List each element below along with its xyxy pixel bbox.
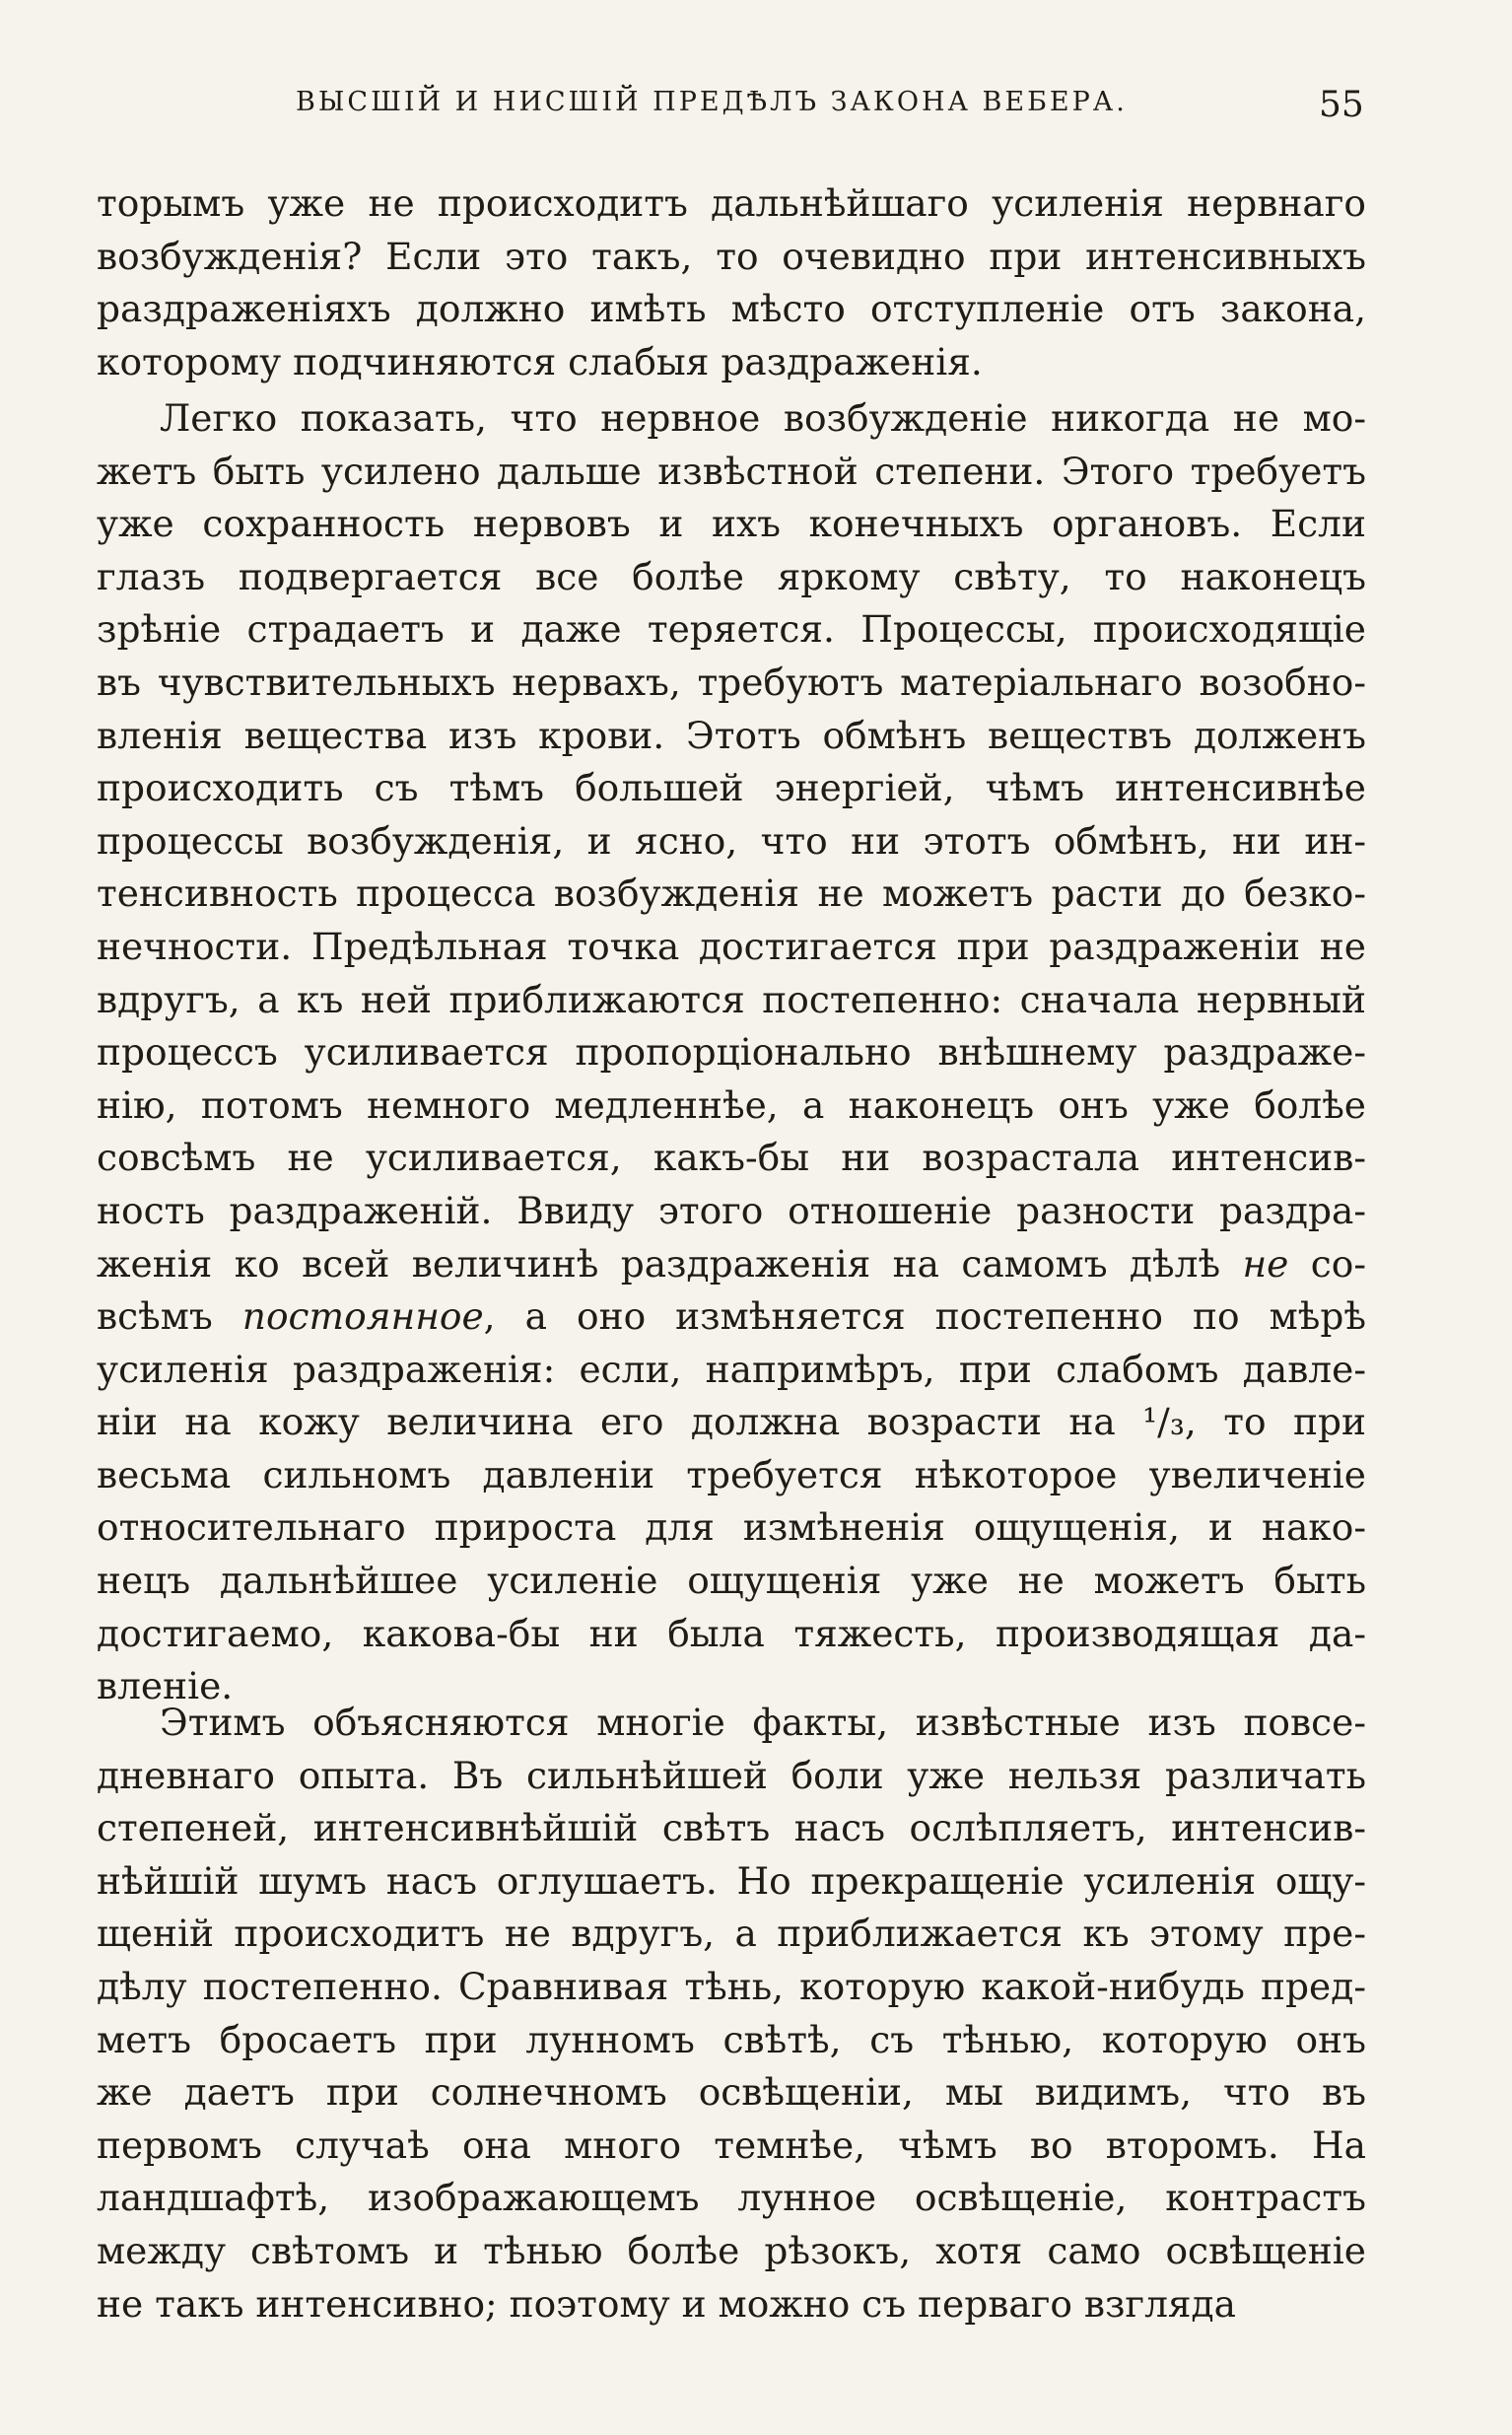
text-line: тенсивность процесса возбужденія не можетъ расти до безко- (97, 871, 1366, 916)
text-line: дневнаго опыта. Въ сильнѣйшей боли уже нельзя различать (97, 1753, 1366, 1797)
text-line: нію, потомъ немного медленнѣе, а наконецъ онъ уже болѣе (97, 1082, 1366, 1127)
text-line: процессы возбужденія, и ясно, что ни этотъ обмѣнъ, ни ин- (97, 818, 1366, 863)
text-segment: , а оно измѣняется постепенно по мѣрѣ (483, 1294, 1366, 1339)
text-line: усиленія раздраженія: если, напримѣръ, при слабомъ давле- (97, 1347, 1366, 1391)
text-line: же даетъ при солнечномъ освѣщеніи, мы видимъ, что въ (97, 2070, 1366, 2115)
text-line: щеній происходитъ не вдругъ, а приближается къ этому пре- (97, 1912, 1366, 1956)
text-line: ность раздраженій. Ввиду этого отношеніе разности раздра- (97, 1188, 1366, 1232)
text-line: совсѣмъ не усиливается, какъ-бы ни возрастала интенсив- (97, 1136, 1366, 1180)
text-line: процессъ усиливается пропорціонально внѣшнему раздраже- (97, 1030, 1366, 1075)
text-line: нечности. Предѣльная точка достигается при раздраженіи не (97, 924, 1366, 968)
emphasized-word: постоянное (241, 1294, 484, 1339)
text-segment: женія ко всей величинѣ раздраженія на самомъ дѣлѣ (97, 1241, 1243, 1286)
text-line: нецъ дальнѣйшее усиленіе ощущенія уже не можетъ быть (97, 1559, 1366, 1603)
text-line: вдругъ, а къ ней приближаются постепенно: сначала нервный (97, 977, 1366, 1021)
text-line: торымъ уже не происходитъ дальнѣйшаго усиленія нервнаго (97, 181, 1366, 225)
paragraph-1 (97, 177, 1366, 388)
text-line: весьма сильномъ давленіи требуется нѣкоторое увеличеніе (97, 1452, 1366, 1496)
text-line: дѣлу постепенно. Сравнивая тѣнь, которую какой-нибудь пред- (97, 1964, 1366, 2008)
running-header: ВЫСШІЙ И НИСШІЙ ПРЕДѢЛЪ ЗАКОНА ВЕБЕРА. (296, 87, 1128, 117)
text-line: степеней, интенсивнѣйшій свѣтъ насъ ослѣпляетъ, интенсив- (97, 1806, 1366, 1850)
text-line: не такъ интенсивно; поэтому и можно съ перваго взгляда (97, 2281, 1236, 2326)
text-line: достигаемо, какова-бы ни была тяжесть, производящая да- (97, 1611, 1366, 1655)
text-line: вленія вещества изъ крови. Этотъ обмѣнъ веществъ долженъ (97, 713, 1366, 757)
text-line (97, 1238, 1366, 1291)
text-line: первомъ случаѣ она много темнѣе, чѣмъ во второмъ. На (97, 2122, 1366, 2167)
text-line: уже сохранность нервовъ и ихъ конечныхъ органовъ. Если (97, 502, 1366, 546)
paragraph-2 (97, 392, 1366, 1713)
text-line: которому подчиняются слабыя раздраженія. (97, 339, 983, 383)
text-segment: всѣмъ (97, 1294, 242, 1339)
text-line: Этимъ объясняются многіе факты, извѣстные изъ повсе- (160, 1701, 1366, 1744)
text-line: между свѣтомъ и тѣнью болѣе рѣзокъ, хотя само освѣщеніе (97, 2228, 1366, 2272)
text-line: относительнаго прироста для измѣненія ощущенія, и нако- (97, 1505, 1366, 1550)
text-line: ніи на кожу величина его должна возрасти на ¹/₃, то при (97, 1400, 1366, 1444)
text-line: происходить съ тѣмъ большей энергіей, чѣмъ интенсивнѣе (97, 766, 1366, 810)
text-line: въ чувствительныхъ нервахъ, требуютъ матеріальнаго возобно- (97, 660, 1366, 704)
text-line (97, 1290, 1366, 1344)
text-line: вленіе. (97, 1664, 234, 1708)
text-line: ландшафтѣ, изображающемъ лунное освѣщеніе, контрастъ (97, 2176, 1366, 2220)
text-line: глазъ подвергается все болѣе яркому свѣту, то наконецъ (97, 554, 1366, 598)
text-line: Легко показать, что нервное возбужденіе никогда не мо- (160, 396, 1366, 440)
emphasized-word: не (1242, 1241, 1289, 1286)
text-line: нѣйшій шумъ насъ оглушаетъ. Но прекращеніе усиленія ощу- (97, 1858, 1366, 1903)
text-line: метъ бросаетъ при лунномъ свѣтѣ, съ тѣнью, которую онъ (97, 2017, 1366, 2061)
text-line: раздраженіяхъ должно имѣть мѣсто отступленіе отъ закона, (97, 287, 1366, 331)
text-line: жетъ быть усилено дальше извѣстной степени. Этого требуетъ (97, 449, 1366, 493)
text-line: зрѣніе страдаетъ и даже теряется. Процессы, происходящіе (97, 607, 1366, 652)
page-number: 55 (1319, 85, 1364, 125)
text-segment: со- (1288, 1241, 1367, 1286)
paragraph-3 (97, 1697, 1366, 2331)
text-line: возбужденія? Если это такъ, то очевидно при интенсивныхъ (97, 234, 1366, 278)
